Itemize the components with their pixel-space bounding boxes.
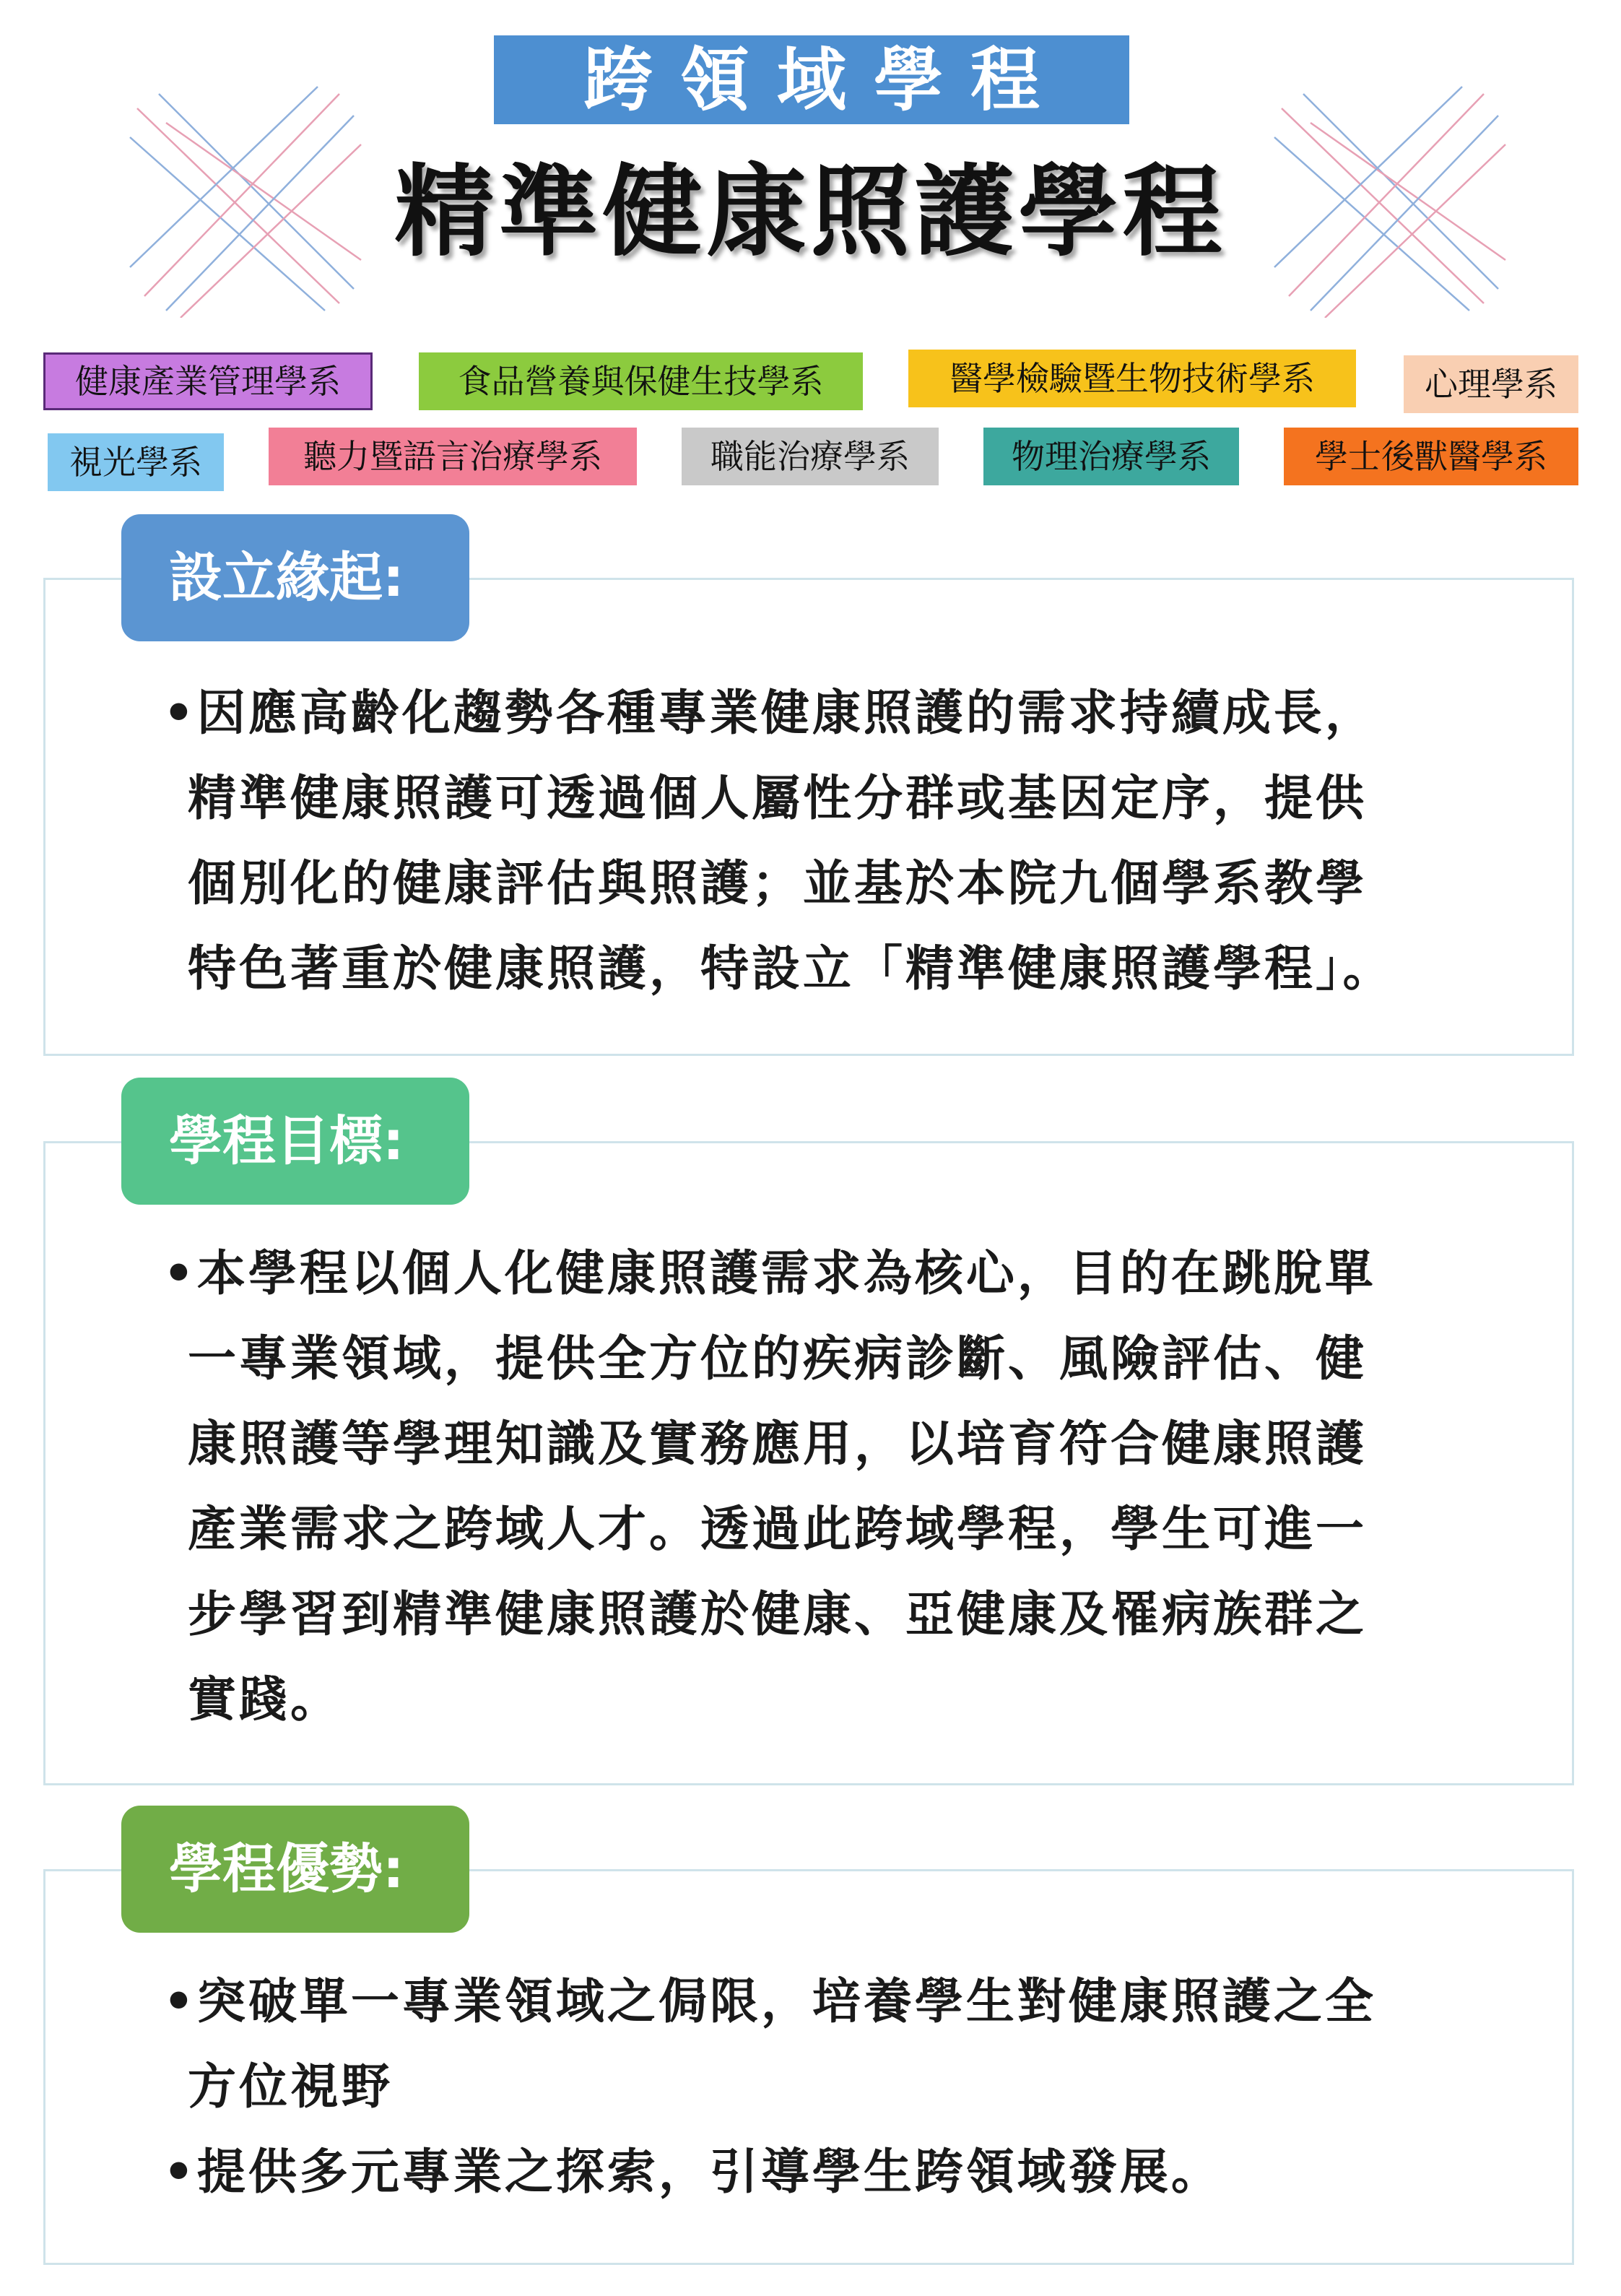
paragraph-line: •提供多元專業之探索，引導學生跨領域發展。 [163, 2144, 1222, 2200]
dept-tag-medical-laboratory: 醫學檢驗暨生物技術學系 [908, 350, 1356, 407]
paragraph-line: 產業需求之跨域人才。透過此跨域學程，學生可進一 [188, 1501, 1367, 1557]
dept-tag-optometry: 視光學系 [48, 433, 224, 491]
paragraph-line: 個別化的健康評估與照護；並基於本院九個學系教學 [188, 855, 1367, 911]
dept-tag-health-industry-management: 健康產業管理學系 [43, 352, 373, 410]
dept-tag-food-nutrition: 食品營養與保健生技學系 [419, 352, 863, 410]
paragraph-line: 精準健康照護可透過個人屬性分群或基因定序，提供 [188, 770, 1367, 826]
dept-tag-psychology: 心理學系 [1404, 355, 1578, 413]
paragraph-line: •因應高齡化趨勢各種專業健康照護的需求持續成長， [163, 685, 1376, 741]
paragraph-line: •突破單一專業領域之侷限，培養學生對健康照護之全 [163, 1973, 1376, 2029]
section-body-origin [163, 670, 1485, 1011]
section-body-advantages [163, 1959, 1485, 2214]
paragraph-line: 方位視野 [188, 2058, 393, 2115]
dept-tag-audiology-speech: 聽力暨語言治療學系 [269, 428, 637, 485]
paragraph-line: •本學程以個人化健康照護需求為核心，目的在跳脫單 [163, 1245, 1376, 1301]
dept-tag-post-bacc-veterinary: 學士後獸醫學系 [1284, 428, 1578, 485]
program-category-banner: 跨領域學程 [494, 35, 1129, 124]
dept-tag-occupational-therapy: 職能治療學系 [682, 428, 939, 485]
section-heading-advantages: 學程優勢: [121, 1806, 469, 1933]
paragraph-line: 一專業領域，提供全方位的疾病診斷、風險評估、健 [188, 1330, 1367, 1387]
paragraph-line: 康照護等學理知識及實務應用，以培育符合健康照護 [188, 1416, 1367, 1472]
paragraph-line: 步學習到精準健康照護於健康、亞健康及罹病族群之 [188, 1586, 1367, 1642]
dept-tag-physical-therapy: 物理治療學系 [983, 428, 1239, 485]
paragraph-line: 實踐。 [188, 1671, 342, 1728]
paragraph-line: 特色著重於健康照護，特設立「精準健康照護學程」。 [188, 940, 1394, 997]
program-title: 精準健康照護學程 [394, 154, 1227, 270]
section-heading-goals: 學程目標: [121, 1078, 469, 1205]
section-heading-origin: 設立緣起: [121, 514, 469, 641]
section-body-goals [163, 1231, 1485, 1742]
